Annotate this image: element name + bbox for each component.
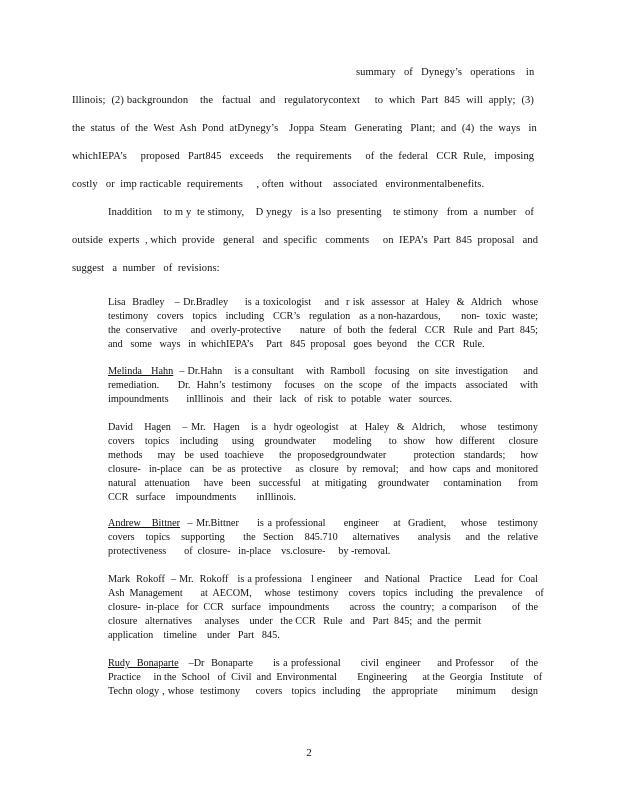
intro-line-4: whichIEPA’s proposed Part845 exceeds the requirements of the federal CCR Rule, imposing	[72, 151, 535, 162]
expert-rokoff-line-5: application timeline under Part 845.	[108, 629, 280, 641]
expert-hagen-line-3: methods may be used toachieve the proposedgroundwater protection standards; how	[108, 449, 538, 461]
expert-name-hahn: Melinda Hahn	[108, 366, 174, 377]
intro-line-3: the status of the West Ash Pond atDynegy’s Joppa Steam Generating Plant; and (4) the ways in	[72, 123, 537, 134]
expert-rokoff-line-3: closure- in-place for CCR surface impoundments across the country; a comparison of the	[108, 601, 538, 613]
expert-hagen-line-5: natural attenuation have been successful at mitigating groundwater contamination from	[108, 477, 538, 489]
expert-bittner-line-1: – Mr.Bittner is a professional engineer at Gradient, whose testimony	[180, 518, 538, 529]
addition-line-3: suggest a number of revisions:	[72, 263, 220, 274]
addition-line-2: outside experts , which provide general and specific comments on IEPA’s Part 845 proposal and	[72, 235, 539, 246]
expert-bradley-line-2: testimony covers topics including CCR’s regulation as a non-hazardous, non- toxic waste;	[108, 310, 538, 322]
expert-rokoff-line-2: Ash Management at AECOM, whose testimony covers topics including the prevalence of	[108, 587, 544, 599]
expert-hahn-line-3: impoundments inIllinois and their lack of risk to potable water sources.	[108, 393, 453, 405]
expert-hahn-line-1: – Dr.Hahn is a consultant with Ramboll focusing on site investigation and	[173, 366, 538, 377]
expert-bradley	[108, 296, 538, 352]
expert-hagen-line-1: – Mr. Hagen is a hydr ogeologist at Haley & Aldrich, whose testimony	[170, 422, 538, 433]
expert-bonaparte-line-1: –Dr Bonaparte is a professional civil engineer and Professor of the	[178, 658, 538, 669]
intro-line-1: summary of Dynegy’s operations in	[356, 67, 535, 78]
intro-line-2: Illinois; (2) backgroundon the factual and regulatorycontext to which Part 845 will apply; (3)	[72, 95, 534, 106]
expert-bradley-line-3: the conservative and overly-protective nature of both the federal CCR Rule and Part 845;	[108, 324, 538, 336]
expert-name-bonaparte: Rudy Bonaparte	[108, 658, 179, 669]
addition-line-1: Inaddition to m y te stimony, D ynegy is a lso presenting te stimony from a number of	[108, 207, 534, 218]
expert-hagen-line-4: closure- in-place can be as protective as closure by removal; and how caps and monitored	[108, 463, 538, 475]
expert-hagen-line-2: covers topics including using groundwater modeling to show how different closure	[108, 435, 538, 447]
expert-name-hagen: David Hagen	[108, 422, 171, 433]
expert-bonaparte-line-3: Techn ology , whose testimony covers topics including the appropriate minimum design	[108, 685, 538, 697]
expert-hagen-line-6: CCR surface impoundments inIllinois.	[108, 491, 296, 503]
expert-bradley-line-1: – Dr.Bradley is a toxicologist and r isk assessor at Haley & Aldrich whose	[164, 297, 538, 308]
expert-hahn-line-2: remediation. Dr. Hahn’s testimony focuses on the scope of the impacts associated with	[108, 379, 538, 391]
expert-bonaparte-line-2: Practice in the School of Civil and Environmental Engineering at the Georgia Institute of	[108, 671, 543, 683]
expert-hagen	[108, 421, 538, 504]
expert-rokoff-line-1: – Mr. Rokoff is a professiona l engineer and National Practice Lead for Coal	[164, 574, 538, 585]
expert-name-bittner: Andrew Bittner	[108, 518, 181, 529]
expert-bonaparte	[108, 657, 543, 699]
expert-name-rokoff: Mark Rokoff	[108, 574, 165, 585]
expert-rokoff	[108, 573, 544, 643]
intro-line-5: costly or imp racticable requirements , often without associated environmentalbenefits.	[72, 179, 485, 190]
expert-name-bradley: Lisa Bradley	[108, 297, 165, 308]
expert-bradley-line-4: and some ways in whichIEPA’s Part 845 proposal goes beyond the CCR Rule.	[108, 338, 485, 350]
expert-bittner	[108, 517, 538, 559]
page-number: 2	[306, 747, 312, 759]
expert-bittner-line-3: protectiveness of closure- in-place vs.closure- by -removal.	[108, 545, 391, 557]
expert-bittner-line-2: covers topics supporting the Section 845.710 alternatives analysis and the relative	[108, 531, 538, 543]
expert-hahn	[108, 365, 538, 407]
expert-rokoff-line-4: closure alternatives analyses under the CCR Rule and Part 845; and the permit	[108, 615, 482, 627]
